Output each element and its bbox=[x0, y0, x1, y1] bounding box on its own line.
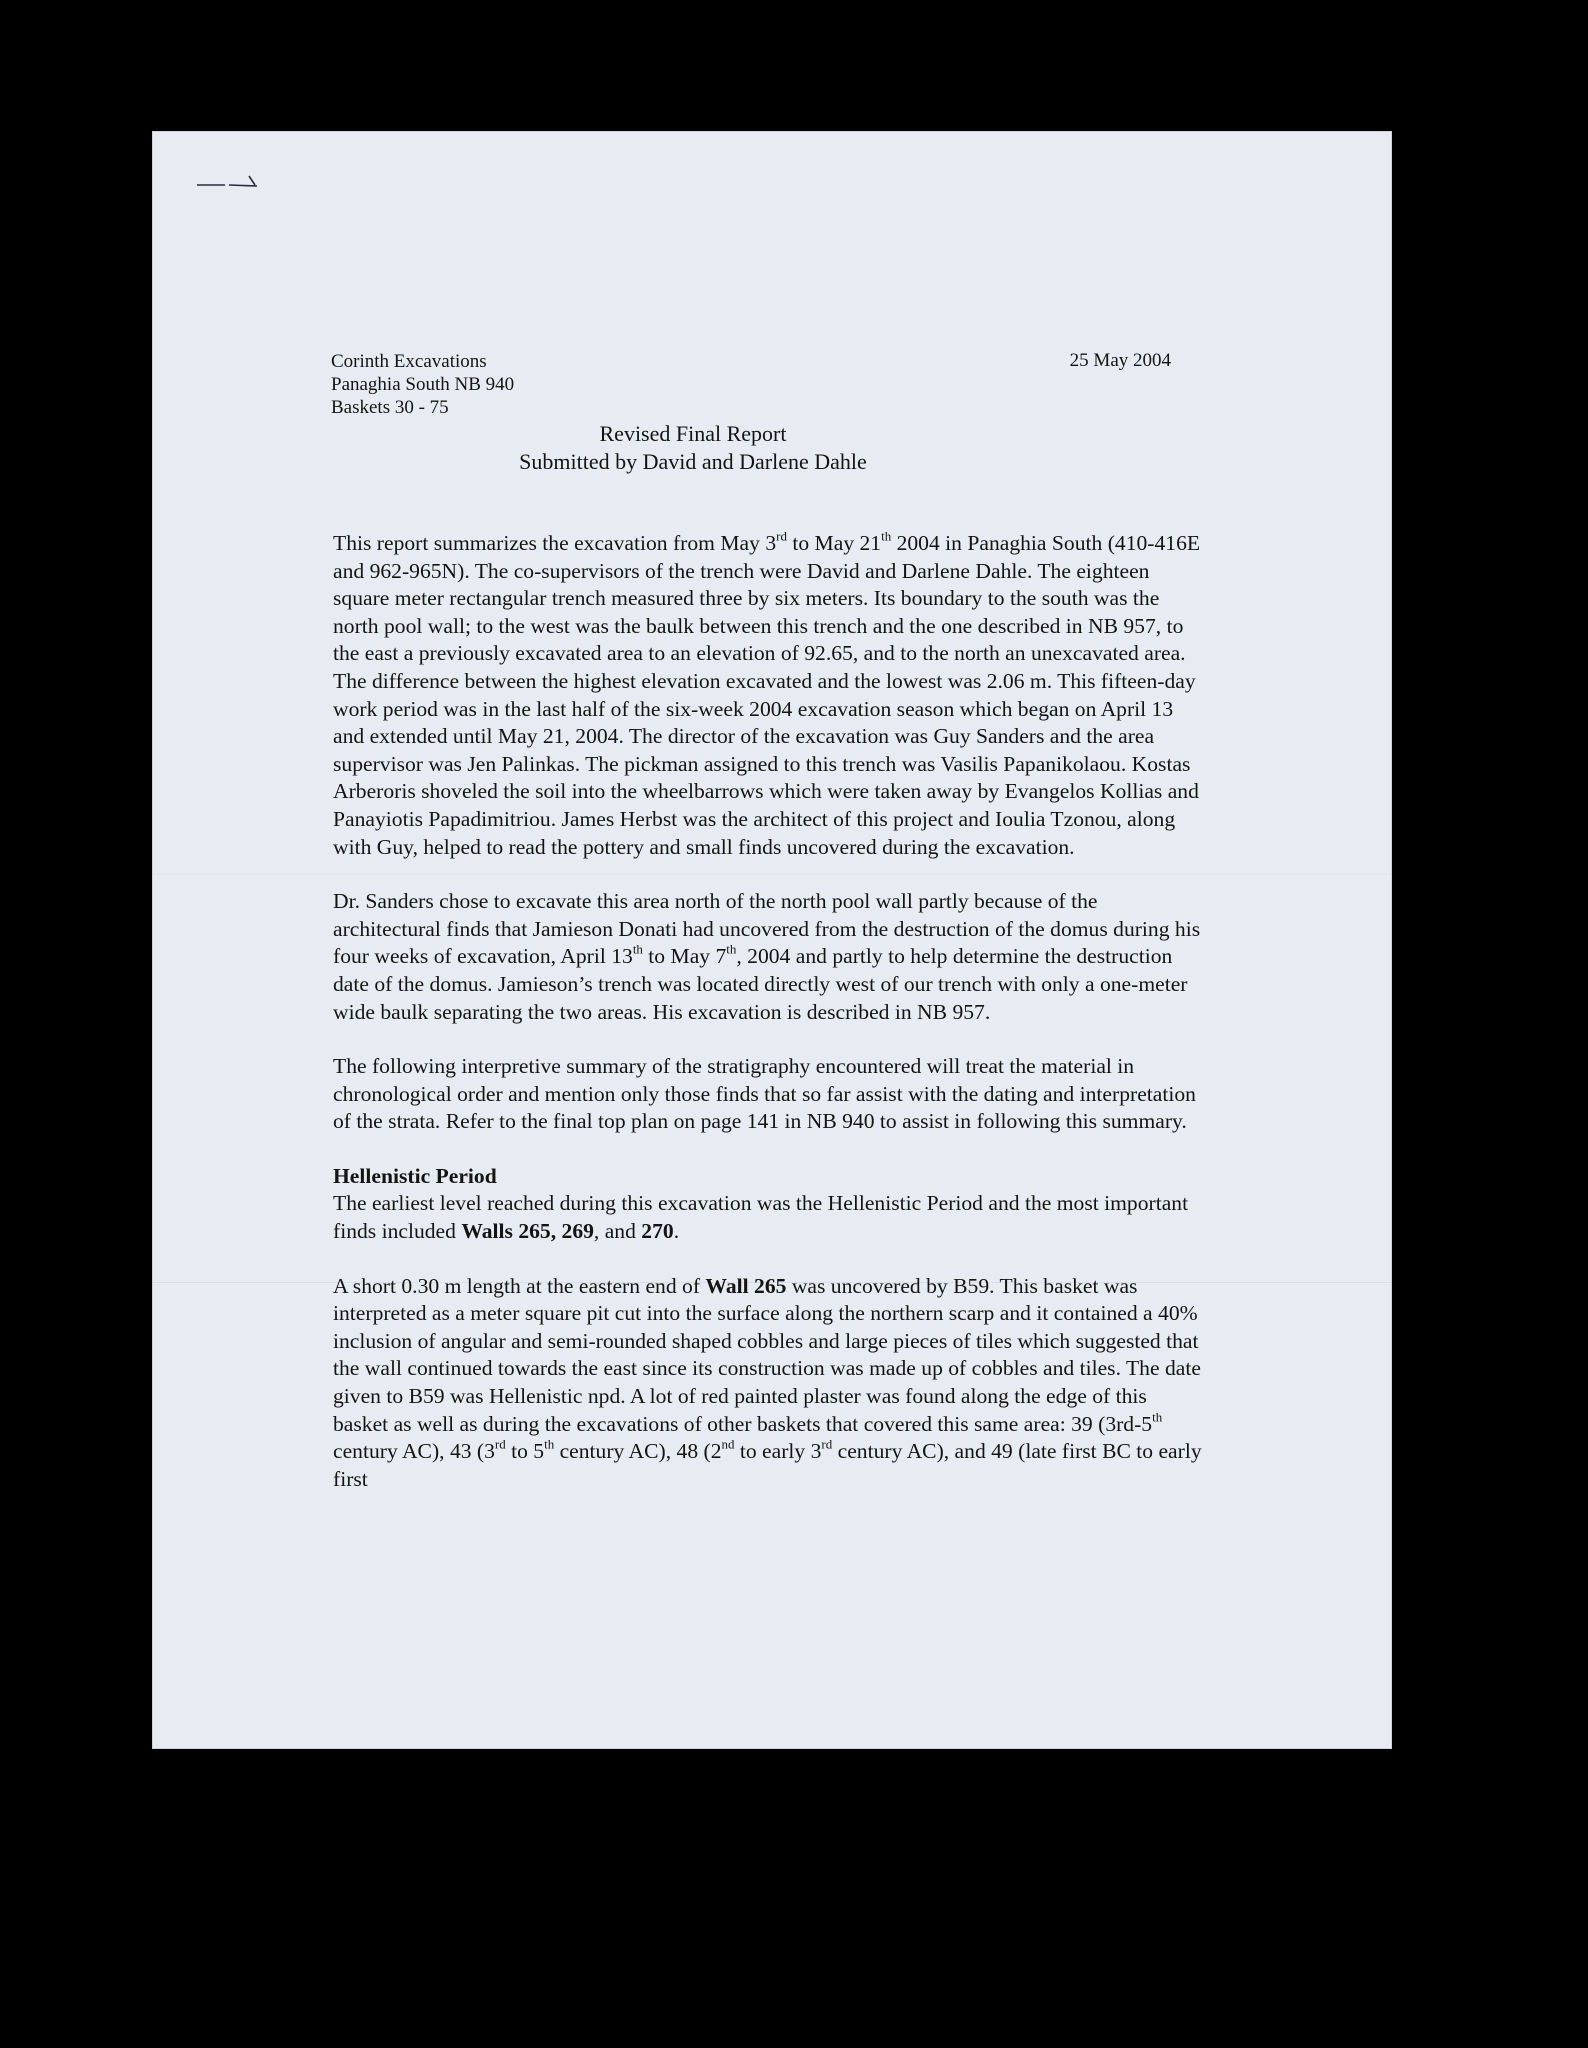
text-run: This report summarizes the excavation from May 3 bbox=[333, 531, 777, 555]
text-run: 2004 in Panaghia South (410-416E and 962-965N). The co-supervisors of the trench were David and Darlene Dahle. The eighteen square meter rectangular trench measured three by six meters. Its boundary to the south was the north pool wall; to the west was the baulk between this trench and the one described in NB 957, to the east a previously excavated area to an elevation of 92.65, and to the north an unexcavated area. The difference between the highest elevation excavated and the lowest was 2.06 m. This fifteen-day work period was in the last half of the six-week 2004 excavation season which began on April 13 and extended until May 21, 2004. The director of the excavation was Guy Sanders and the area supervisor was Jen Palinkas. The pickman assigned to this trench was Vasilis Papanikolaou. Kostas Arberoris shoveled the soil into the wheelbarrows which were taken away by Evangelos Kollias and Panayiotis Papadimitriou. James Herbst was the architect of this project and Ioulia Tzonou, along with Guy, helped to read the pottery and small finds uncovered during the excavation. bbox=[333, 531, 1201, 859]
paragraph-wall-265 bbox=[333, 1273, 1203, 1494]
superscript: rd bbox=[776, 528, 787, 544]
text-run: to 5 bbox=[505, 1439, 545, 1464]
header-org: Corinth Excavations bbox=[331, 351, 487, 372]
superscript: th bbox=[1152, 1408, 1163, 1424]
superscript: th bbox=[632, 941, 643, 957]
text-run: A short 0.30 m length at the eastern end of bbox=[333, 1273, 706, 1298]
header-baskets: Baskets 30 - 75 bbox=[331, 397, 449, 418]
report-subtitle: Submitted by David and Darlene Dahle bbox=[519, 449, 867, 474]
superscript: th bbox=[881, 528, 892, 544]
header-date: 25 May 2004 bbox=[1069, 350, 1171, 371]
text-run: , and bbox=[593, 1219, 642, 1244]
section-heading: Hellenistic Period bbox=[333, 1163, 497, 1188]
text-run: . bbox=[673, 1219, 680, 1244]
text-run: , 2004 and partly to help determine the destruction date of the domus. Jamieson’s trench was located directly west of our trench with only a one-meter wide baulk separating the two areas. His excavation is described in NB 957. bbox=[333, 944, 1188, 1024]
report-title: Revised Final Report bbox=[599, 421, 787, 446]
text-run: century AC), 43 (3 bbox=[333, 1439, 495, 1464]
report-body bbox=[333, 530, 1203, 1520]
paragraph-rationale bbox=[333, 888, 1203, 1026]
superscript: rd bbox=[821, 1436, 833, 1452]
wall-reference: 270 bbox=[641, 1219, 674, 1244]
paragraph-intro bbox=[333, 530, 1203, 861]
superscript: rd bbox=[494, 1436, 506, 1452]
text-run: was uncovered by B59. This basket was interpreted as a meter square pit cut into the surface along the northern scarp and it contained a 40% inclusion of angular and semi-rounded shaped cobbles and large pieces of tiles which suggested that the wall continued towards the east since its construction was made up of cobbles and tiles. The date given to B59 was Hellenistic npd. A lot of red painted plaster was found along the edge of this basket as well as during the excavations of other baskets that covered this same area: 39 (3rd-5 bbox=[333, 1273, 1201, 1436]
superscript: th bbox=[544, 1436, 555, 1452]
paragraph-hellenistic bbox=[333, 1163, 1203, 1246]
document-page bbox=[153, 132, 1391, 1748]
text-run: century AC), 48 (2 bbox=[554, 1439, 722, 1464]
wall-reference: Walls 265, 269 bbox=[461, 1219, 594, 1244]
text-run: to May 21 bbox=[786, 531, 882, 555]
text-run: century AC), and 49 (late first BC to early first bbox=[333, 1439, 1202, 1491]
report-document bbox=[153, 132, 1391, 1748]
text-run: The earliest level reached during this excavation was the Hellenistic Period and the most important finds included bbox=[333, 1191, 1189, 1244]
superscript: th bbox=[726, 941, 737, 957]
text-run: to May 7 bbox=[642, 944, 727, 969]
paragraph-summary-intro: The following interpretive summary of the stratigraphy encountered will treat the material in chronological order and mention only those finds that so far assist with the dating and interpretation of the strata. Refer to the final top plan on page 141 in NB 940 to assist in following this summary. bbox=[333, 1054, 1196, 1134]
text-run: to early 3 bbox=[734, 1439, 822, 1464]
wall-reference: Wall 265 bbox=[705, 1273, 787, 1298]
superscript: nd bbox=[721, 1436, 735, 1452]
header-notebook: Panaghia South NB 940 bbox=[331, 374, 515, 395]
text-run: Dr. Sanders chose to excavate this area north of the north pool wall partly because of the architectural finds that Jamieson Donati had uncovered from the destruction of the domus during his four weeks of excavation, April 13 bbox=[333, 889, 1201, 969]
